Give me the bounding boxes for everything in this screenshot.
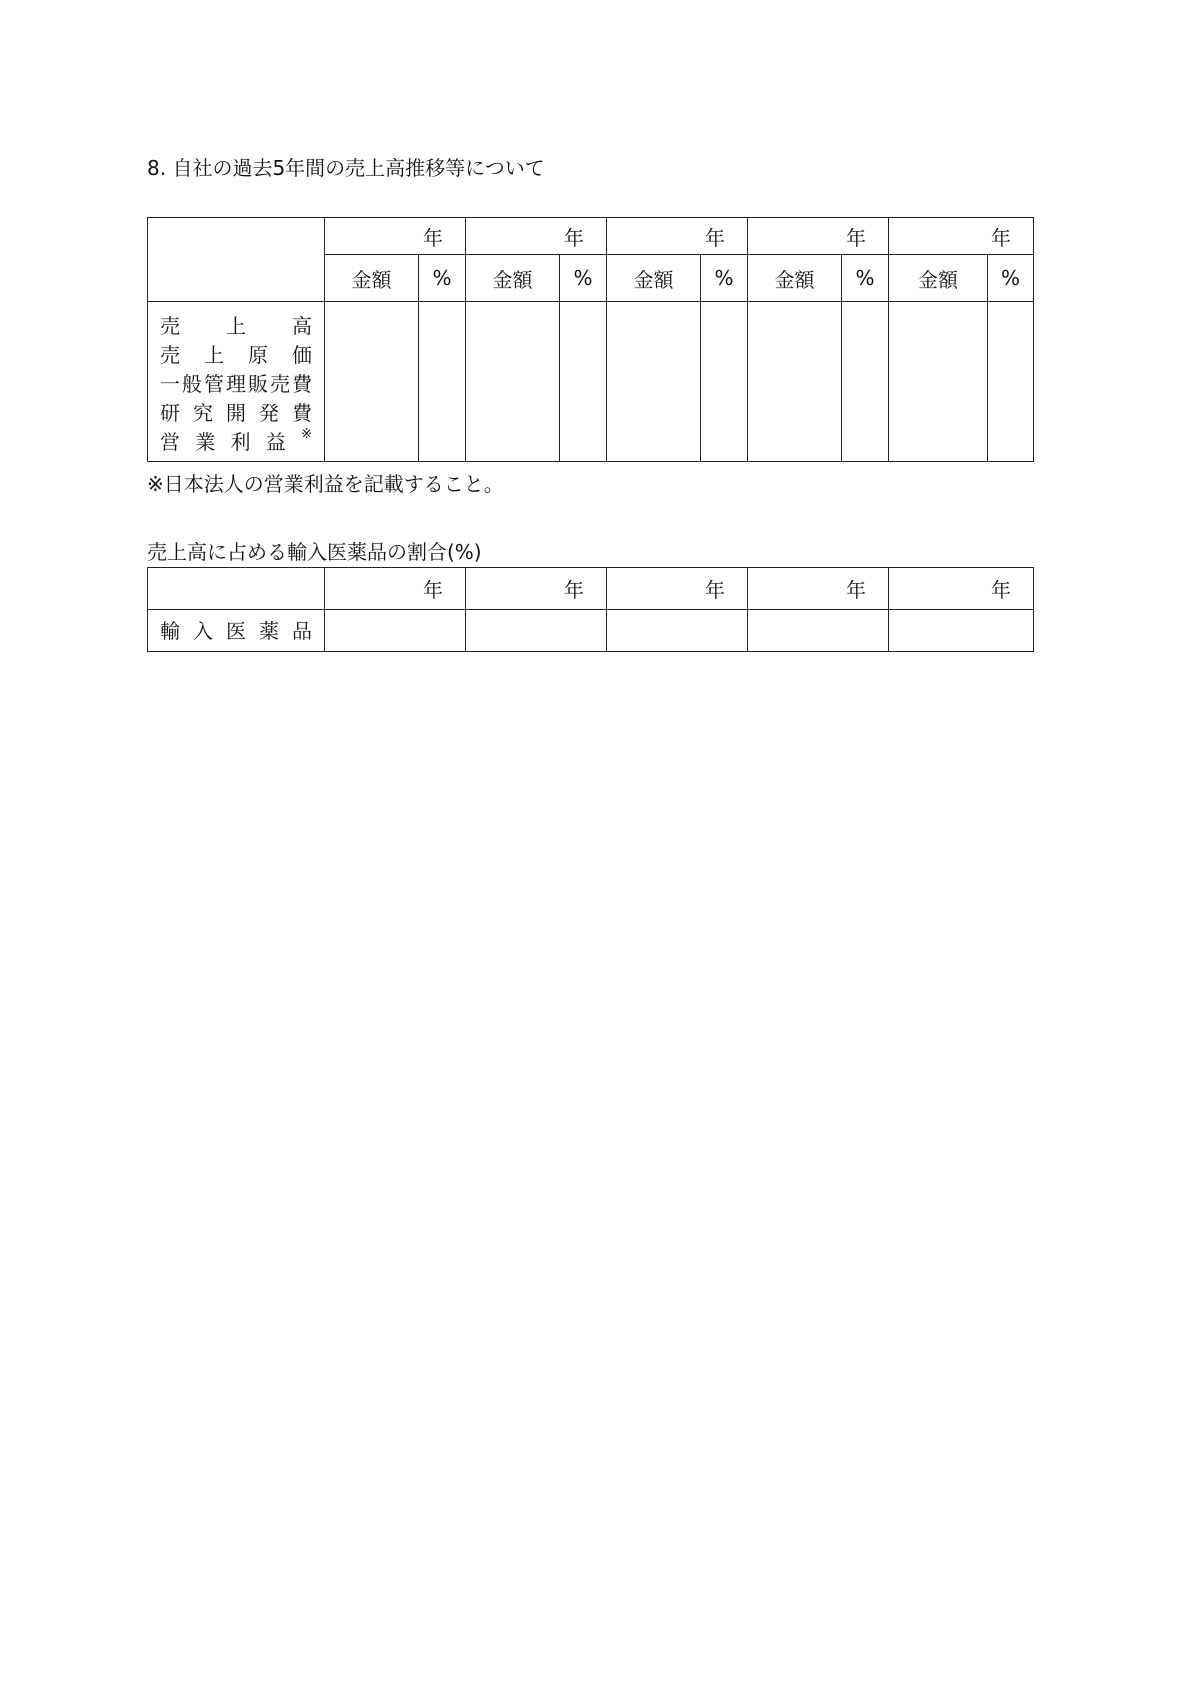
percent-header-cell: % bbox=[419, 255, 466, 302]
footnote: ※日本法人の営業利益を記載すること。 bbox=[147, 472, 504, 496]
year-header-row bbox=[148, 568, 1034, 610]
blank-header-cell bbox=[148, 218, 325, 302]
percent-header-cell: % bbox=[842, 255, 889, 302]
section-heading: 8. 自社の過去5年間の売上高推移等について bbox=[147, 156, 545, 180]
percent-header-cell: % bbox=[701, 255, 748, 302]
amount-header-cell: 金額 bbox=[889, 255, 988, 302]
percent-header-cell: % bbox=[560, 255, 607, 302]
data-row bbox=[148, 610, 1034, 652]
year-header-cell: 年 bbox=[748, 568, 889, 610]
percent-input-cell[interactable] bbox=[560, 302, 607, 462]
blank-header-cell bbox=[148, 568, 325, 610]
amount-input-cell[interactable] bbox=[325, 302, 419, 462]
percent-input-cell[interactable] bbox=[701, 302, 748, 462]
year-header-cell: 年 bbox=[889, 218, 1034, 255]
ratio-input-cell[interactable] bbox=[748, 610, 889, 652]
year-header-cell: 年 bbox=[607, 568, 748, 610]
ratio-input-cell[interactable] bbox=[325, 610, 466, 652]
year-header-cell: 年 bbox=[466, 218, 607, 255]
row-label-rnd: 研 究 開 発 費 bbox=[160, 401, 312, 425]
year-header-row bbox=[148, 218, 1034, 255]
amount-header-cell: 金額 bbox=[607, 255, 701, 302]
row-labels-cell bbox=[148, 302, 325, 462]
year-header-cell: 年 bbox=[466, 568, 607, 610]
import-ratio-table bbox=[147, 567, 1034, 652]
amount-input-cell[interactable] bbox=[748, 302, 842, 462]
amount-header-cell: 金額 bbox=[466, 255, 560, 302]
ratio-input-cell[interactable] bbox=[607, 610, 748, 652]
year-header-cell: 年 bbox=[325, 218, 466, 255]
data-row bbox=[148, 302, 1034, 462]
amount-input-cell[interactable] bbox=[466, 302, 560, 462]
row-label-imported-drugs: 輸 入 医 薬 品 bbox=[148, 610, 325, 652]
percent-header-cell: % bbox=[988, 255, 1034, 302]
row-label-operating-profit: 営 業 利 益 ※ bbox=[160, 427, 312, 454]
year-header-cell: 年 bbox=[748, 218, 889, 255]
amount-header-cell: 金額 bbox=[325, 255, 419, 302]
percent-input-cell[interactable] bbox=[419, 302, 466, 462]
amount-header-cell: 金額 bbox=[748, 255, 842, 302]
year-header-cell: 年 bbox=[325, 568, 466, 610]
amount-input-cell[interactable] bbox=[607, 302, 701, 462]
amount-input-cell[interactable] bbox=[889, 302, 988, 462]
percent-input-cell[interactable] bbox=[842, 302, 889, 462]
year-header-cell: 年 bbox=[607, 218, 748, 255]
section-heading-import-ratio: 売上高に占める輸入医薬品の割合(%) bbox=[147, 540, 482, 564]
year-header-cell: 年 bbox=[889, 568, 1034, 610]
sales-history-table bbox=[147, 217, 1034, 462]
row-label-sga: 一 般 管 理 販 売 費 bbox=[160, 372, 312, 396]
row-label-cost-of-sales: 売 上 原 価 bbox=[160, 343, 312, 367]
row-label-sales: 売 上 高 bbox=[160, 314, 312, 338]
ratio-input-cell[interactable] bbox=[889, 610, 1034, 652]
percent-input-cell[interactable] bbox=[988, 302, 1034, 462]
ratio-input-cell[interactable] bbox=[466, 610, 607, 652]
